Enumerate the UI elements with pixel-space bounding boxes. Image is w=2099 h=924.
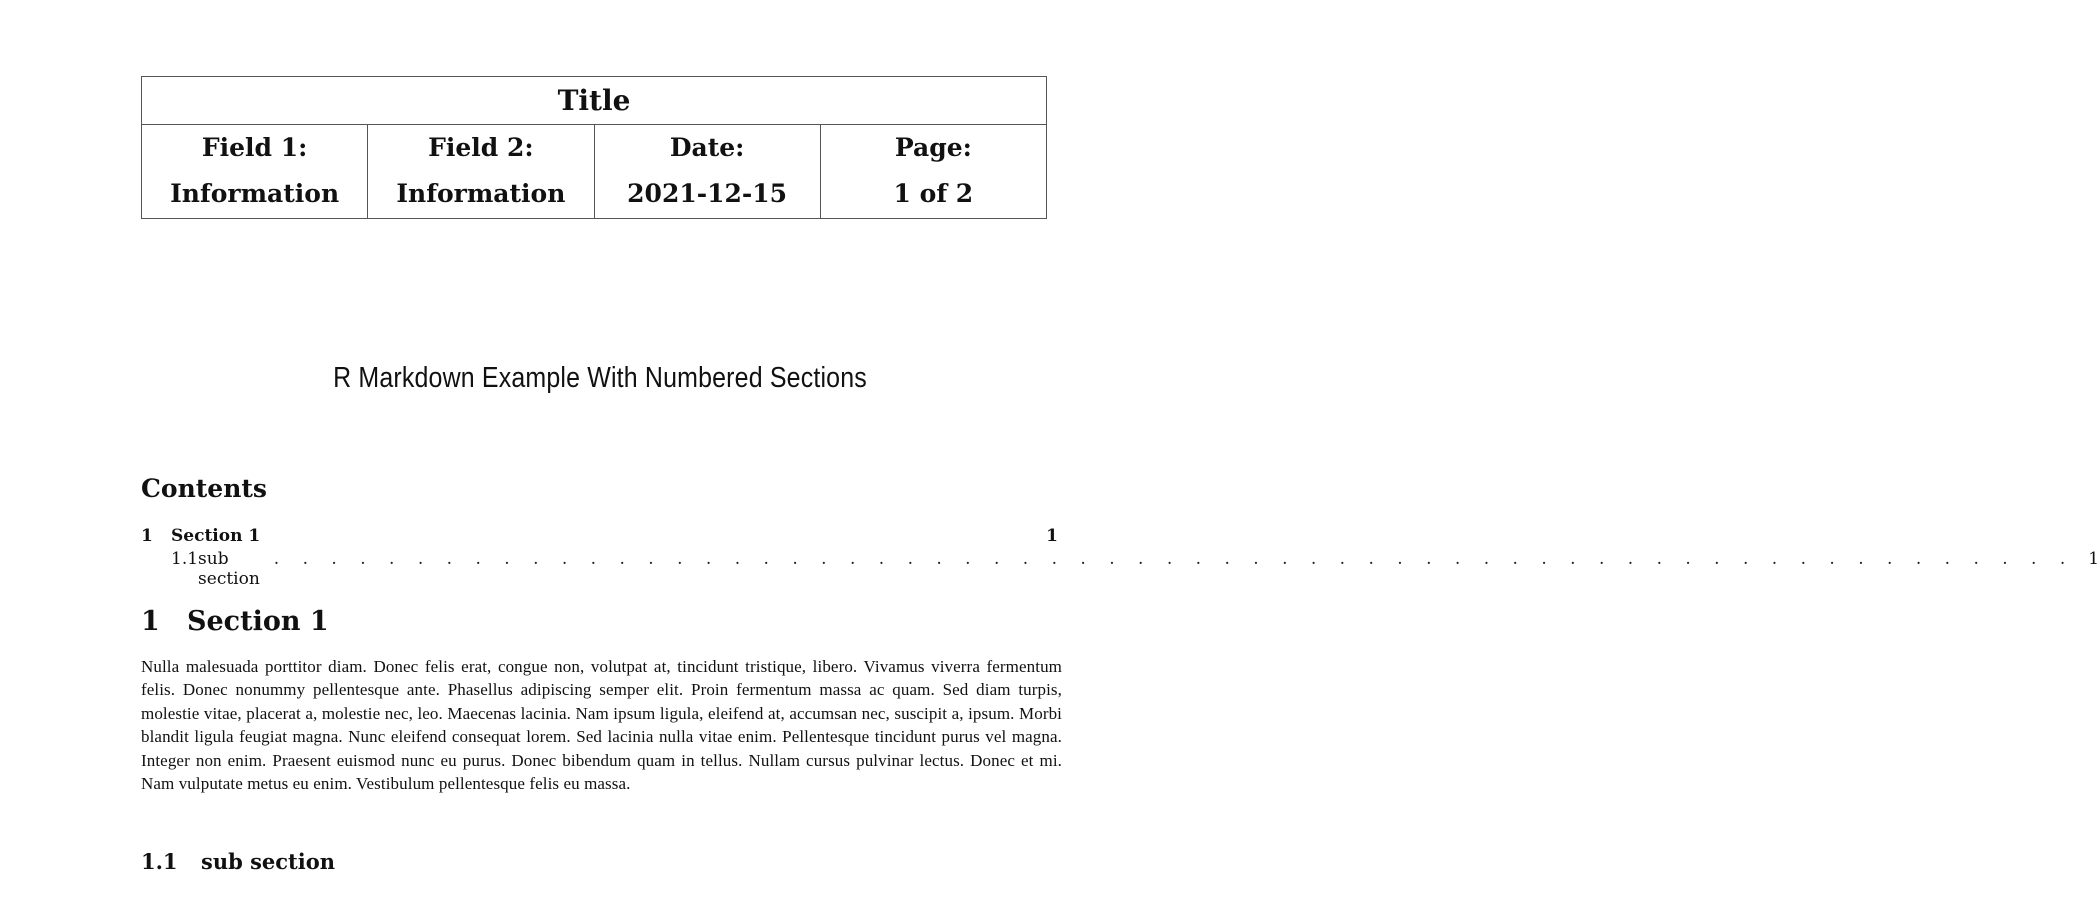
- header-date: [594, 125, 820, 219]
- section-title: Section 1: [187, 606, 329, 637]
- subsection-number: 1.1: [141, 849, 178, 874]
- contents-heading: Contents: [141, 474, 268, 503]
- toc-entry-section-1[interactable]: [141, 526, 1058, 546]
- toc-entry-number: 1.1: [171, 549, 199, 569]
- toc-entry-label[interactable]: Section 1: [171, 526, 261, 546]
- header-page-label: Page:: [894, 133, 972, 162]
- header-field-1: [142, 125, 368, 219]
- section-number: 1: [141, 606, 160, 637]
- toc-entry-number: 1: [141, 526, 153, 546]
- header-date-label: Date:: [669, 133, 745, 162]
- toc-entry-page: 1: [2088, 549, 2099, 569]
- header-field-1-value: Information: [170, 179, 340, 208]
- header-table: [141, 76, 1047, 219]
- toc-entry-page: 1: [1046, 526, 1058, 546]
- header-page-value: 1 of 2: [893, 179, 974, 208]
- section-1-heading: [141, 606, 329, 637]
- subsection-title: sub section: [201, 849, 336, 874]
- header-field-2: [368, 125, 594, 219]
- header-date-value: 2021-12-15: [627, 179, 788, 208]
- header-field-2-value: Information: [396, 179, 566, 208]
- document-title: R Markdown Example With Numbered Sections: [333, 362, 867, 394]
- toc-entry-label[interactable]: sub section: [198, 549, 260, 589]
- header-page: [820, 125, 1046, 219]
- header-field-2-label: Field 2:: [428, 133, 534, 162]
- toc-entry-subsection-1-1[interactable]: [141, 549, 2099, 589]
- toc-leader-dots: . . . . . . . . . . . . . . . . . . . . . . . . . . . . . . . . . . . . . . . . . . . . . . . . . . . . . . . . . . . . . . .: [273, 549, 2075, 569]
- section-1-body: Nulla malesuada porttitor diam. Donec felis erat, congue non, volutpat at, tincidunt tristique, libero. Vivamus viverra fermentum felis. Donec nonummy pellentesque ante. Phasellus adipiscing semper elit. Proin fermentum massa ac quam. Sed diam turpis, molestie vitae, placerat a, molestie nec, leo. Maecenas lacinia. Nam ipsum ligula, eleifend at, accumsan nec, suscipit a, ipsum. Morbi blandit ligula feugiat magna. Nunc eleifend consequat lorem. Sed lacinia nulla vitae enim. Pellentesque tincidunt purus vel magna. Integer non enim. Praesent euismod nunc eu purus. Donec bibendum quam in tellus. Nullam cursus pulvinar lectus. Donec et mi. Nam vulputate metus eu enim. Vestibulum pellentesque felis eu massa.: [141, 657, 1062, 794]
- subsection-1-1-heading: [141, 849, 335, 874]
- header-title: Title: [142, 77, 1047, 125]
- header-field-1-label: Field 1:: [201, 133, 308, 162]
